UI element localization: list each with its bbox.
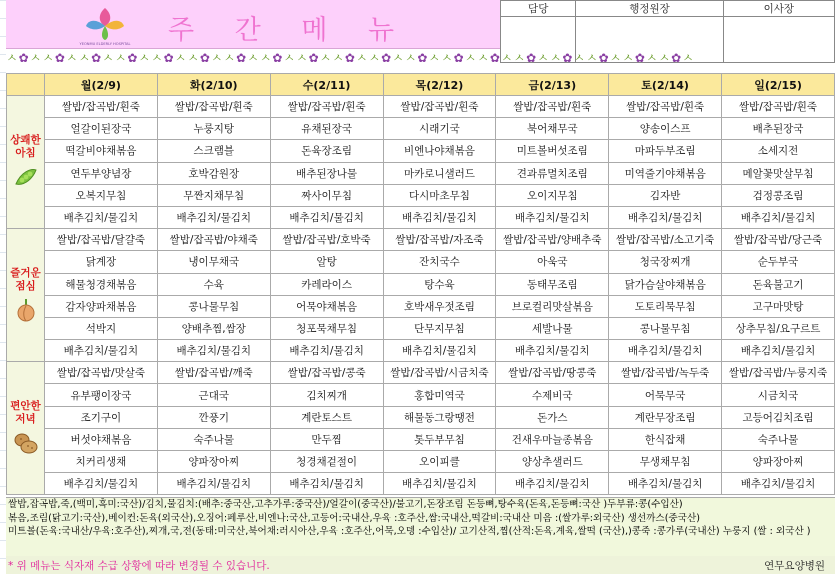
meal-label: 즐거운 점심 [10,267,41,293]
day-header: 수(2/11) [270,74,383,96]
menu-cell[interactable]: 톳두부무침 [383,428,496,450]
menu-row [7,317,835,339]
day-header: 화(2/10) [157,74,270,96]
menu-cell[interactable]: 쌀밥/잡곡밥/콩죽 [270,362,383,384]
menu-cell[interactable]: 깐풍기 [157,406,270,428]
menu-row [7,406,835,428]
menu-cell[interactable]: 쌀밥/잡곡밥/흰죽 [722,96,835,118]
day-header: 금(2/13) [496,74,609,96]
menu-cell[interactable]: 쌀밥/잡곡밥/흰죽 [496,96,609,118]
menu-cell[interactable]: 배추김치/물김치 [270,340,383,362]
menu-cell[interactable]: 양배추찜,쌈장 [157,317,270,339]
meal-label: 상쾌한 아침 [10,134,41,160]
menu-cell[interactable]: 배추김치/물김치 [609,473,722,495]
menu-cell[interactable]: 콩나물무침 [157,295,270,317]
menu-cell[interactable]: 북어채무국 [496,118,609,140]
menu-cell[interactable]: 쌀밥/잡곡밥/자조죽 [383,229,496,251]
menu-cell[interactable]: 쌀밥/잡곡밥/흰죽 [609,96,722,118]
menu-cell[interactable]: 건새우마늘종볶음 [496,428,609,450]
menu-cell[interactable]: 배추김치/물김치 [383,473,496,495]
menu-cell[interactable]: 쌀밥/잡곡밥/흰죽 [270,96,383,118]
menu-cell[interactable]: 청포묵채무침 [270,317,383,339]
menu-cell[interactable]: 수육 [157,273,270,295]
day-header: 토(2/14) [609,74,722,96]
menu-cell[interactable]: 무짠지채무침 [157,184,270,206]
page-title: 주 간 메 뉴 [168,15,411,46]
menu-cell[interactable]: 누룽지탕 [157,118,270,140]
meal-label: 편안한 저녁 [10,400,41,426]
menu-cell[interactable]: 돈육장조림 [270,140,383,162]
menu-row [7,273,835,295]
change-notice: * 위 메뉴는 식자재 수급 상황에 따라 변경될 수 있습니다. [8,560,270,572]
menu-cell[interactable]: 호박새우젓조림 [383,295,496,317]
menu-cell[interactable]: 견과류멸치조림 [496,162,609,184]
meal-label-cell [7,96,45,229]
menu-cell[interactable]: 다시마초무침 [383,184,496,206]
menu-cell[interactable]: 떡갈비야채볶음 [45,140,158,162]
menu-cell[interactable]: 배추김치/물김치 [383,340,496,362]
menu-cell[interactable]: 쌀밥/잡곡밥/양배추죽 [496,229,609,251]
menu-cell[interactable]: 돈육불고기 [722,273,835,295]
logo-text: YEONMU ELDERLY HOSPITAL [79,42,131,46]
menu-row [7,451,835,473]
menu-row [7,140,835,162]
menu-cell[interactable]: 배추된장국 [722,118,835,140]
menu-cell[interactable]: 냉이무채국 [157,251,270,273]
menu-cell[interactable]: 미트볼버섯조림 [496,140,609,162]
menu-cell[interactable]: 메알꽃맛살무침 [722,162,835,184]
menu-cell[interactable]: 계란토스트 [270,406,383,428]
menu-cell[interactable]: 검정콩조림 [722,184,835,206]
menu-row [7,118,835,140]
menu-cell[interactable]: 마카로니샐러드 [383,162,496,184]
menu-cell[interactable]: 배추김치/물김치 [609,206,722,228]
menu-cell[interactable]: 얼갈이된장국 [45,118,158,140]
menu-cell[interactable]: 배추김치/물김치 [722,473,835,495]
menu-cell[interactable]: 연두부양념장 [45,162,158,184]
menu-cell[interactable]: 배추김치/물김치 [722,340,835,362]
menu-cell[interactable]: 버섯야채볶음 [45,428,158,450]
origin-note-line: 쌀밥,잡곡밥,죽,(백미,흑미:국산)/김치,물김치:(배추:중국산,고추가루:중국산)/얼갈이(중국산)/불고기,돈장조림 돈등뼈,탕수육(돈육,돈등뼈:국산 )두부류:콩(수입산) [8,499,683,510]
menu-cell[interactable]: 쌀밥/잡곡밥/달걀죽 [45,229,158,251]
menu-cell[interactable]: 쌀밥/잡곡밥/흰죽 [157,96,270,118]
menu-cell[interactable]: 고등어김치조림 [722,406,835,428]
menu-cell[interactable]: 배추김치/물김치 [496,206,609,228]
menu-cell[interactable]: 수제비국 [496,384,609,406]
menu-row [7,428,835,450]
menu-cell[interactable]: 쌀밥/잡곡밥/소고기죽 [609,229,722,251]
potato-icon [7,430,44,456]
menu-cell[interactable]: 쌀밥/잡곡밥/흰죽 [45,96,158,118]
menu-cell[interactable]: 도토리묵무침 [609,295,722,317]
approval-label-staff: 담당 [501,1,576,17]
decorative-vine-border [6,48,695,66]
menu-cell[interactable]: 브로컬리맛살볶음 [496,295,609,317]
menu-cell[interactable]: 해물동그랑땡전 [383,406,496,428]
menu-row [7,229,835,251]
menu-cell[interactable]: 비엔나야채볶음 [383,140,496,162]
menu-row [7,251,835,273]
menu-cell[interactable]: 쌀밥/잡곡밥/야채죽 [157,229,270,251]
menu-cell[interactable]: 양송이스프 [609,118,722,140]
footer-bar [6,556,835,574]
menu-cell[interactable]: 닭가슴살야채볶음 [609,273,722,295]
menu-cell[interactable]: 유부팽이장국 [45,384,158,406]
menu-cell[interactable]: 상추무침/요구르트 [722,317,835,339]
menu-cell[interactable]: 쌀밥/잡곡밥/시금치죽 [383,362,496,384]
menu-cell[interactable]: 쌀밥/잡곡밥/맛살죽 [45,362,158,384]
menu-cell[interactable]: 숙주나물 [157,428,270,450]
menu-cell[interactable]: 배추김치/물김치 [722,206,835,228]
menu-cell[interactable]: 콩나물무침 [609,317,722,339]
approval-sign-chairman[interactable] [723,17,834,63]
menu-cell[interactable]: 아욱국 [496,251,609,273]
menu-cell[interactable]: 감자양파채볶음 [45,295,158,317]
approval-label-director: 행정원장 [576,1,723,17]
menu-cell[interactable]: 배추김치/물김치 [496,340,609,362]
menu-cell[interactable]: 만두찜 [270,428,383,450]
menu-cell[interactable]: 순두부국 [722,251,835,273]
menu-cell[interactable]: 미역줄기야채볶음 [609,162,722,184]
menu-cell[interactable]: 양파장아찌 [722,451,835,473]
menu-cell[interactable]: 시래기국 [383,118,496,140]
menu-cell[interactable]: 근대국 [157,384,270,406]
menu-header [6,0,500,49]
menu-row [7,362,835,384]
menu-cell[interactable]: 배추김치/물김치 [45,206,158,228]
menu-cell[interactable]: 치커리생채 [45,451,158,473]
menu-cell[interactable]: 소세지전 [722,140,835,162]
menu-cell[interactable]: 동태무조림 [496,273,609,295]
menu-row [7,384,835,406]
menu-cell[interactable]: 숙주나물 [722,428,835,450]
menu-cell[interactable]: 유채된장국 [270,118,383,140]
hospital-name: 연무요양병원 [764,560,825,572]
menu-cell[interactable]: 쌀밥/잡곡밥/녹두죽 [609,362,722,384]
menu-row [7,340,835,362]
menu-cell[interactable]: 잔치국수 [383,251,496,273]
menu-row [7,96,835,118]
menu-cell[interactable]: 배추김치/물김치 [157,473,270,495]
vine-pattern-icon: ㅅ✿ㅅㅅ✿ㅅㅅ✿ㅅㅅ✿ㅅㅅ✿ㅅㅅ✿ㅅㅅ✿ㅅㅅ✿ㅅㅅ✿ㅅㅅ✿ㅅㅅ✿ㅅㅅ✿ㅅㅅ✿ㅅㅅ✿ㅅㅅ✿ㅅㅅ✿ㅅㅅ✿ㅅㅅ✿ㅅㅅ✿ㅅ [6,51,695,65]
menu-cell[interactable]: 홍합미역국 [383,384,496,406]
menu-row [7,206,835,228]
menu-cell[interactable]: 쌀밥/잡곡밥/누룽지죽 [722,362,835,384]
peas-icon [7,164,44,190]
menu-cell[interactable]: 양파장아찌 [157,451,270,473]
day-header-row [7,74,835,96]
menu-cell[interactable]: 김치찌개 [270,384,383,406]
menu-cell[interactable]: 탕수육 [383,273,496,295]
menu-cell[interactable]: 어묵무국 [609,384,722,406]
day-header: 일(2/15) [722,74,835,96]
menu-cell[interactable]: 알탕 [270,251,383,273]
menu-cell[interactable]: 양상추샐러드 [496,451,609,473]
menu-cell[interactable]: 청경채겉절이 [270,451,383,473]
menu-cell[interactable]: 배추김치/물김치 [45,473,158,495]
menu-cell[interactable]: 쌀밥/잡곡밥/당근죽 [722,229,835,251]
menu-cell[interactable]: 배추김치/물김치 [383,206,496,228]
menu-cell[interactable]: 배추김치/물김치 [45,340,158,362]
hospital-logo-icon [74,4,136,46]
menu-cell[interactable]: 석박지 [45,317,158,339]
menu-cell[interactable]: 조기구이 [45,406,158,428]
menu-cell[interactable]: 배추김치/물김치 [496,473,609,495]
menu-cell[interactable]: 어묵야채볶음 [270,295,383,317]
menu-cell[interactable]: 세발나물 [496,317,609,339]
menu-cell[interactable]: 시금치국 [722,384,835,406]
menu-cell[interactable]: 오이피클 [383,451,496,473]
menu-cell[interactable]: 쌀밥/잡곡밥/흰죽 [383,96,496,118]
menu-cell[interactable]: 돈가스 [496,406,609,428]
menu-cell[interactable]: 호박감원장 [157,162,270,184]
menu-row [7,295,835,317]
menu-cell[interactable]: 배추된장나물 [270,162,383,184]
menu-cell[interactable]: 계란무장조림 [609,406,722,428]
menu-cell[interactable]: 짜사이무침 [270,184,383,206]
menu-cell[interactable]: 닭계장 [45,251,158,273]
menu-cell[interactable]: 무생채무침 [609,451,722,473]
origin-note-line: 볶음,조림(닭고기:국산),베이컨:돈육(외국산),오징어:페루산,비엔나:국산,고등어:국내산,우육 :호주산,쌈:국내산,떡갈비:국내산 미음 :(쌀가루:외국산) 생선까스(중국산) [8,512,700,524]
origin-notes [6,497,835,557]
table-corner [7,74,45,96]
meal-label-cell [7,229,45,362]
menu-cell[interactable]: 배추김치/물김치 [609,340,722,362]
menu-cell[interactable]: 고구마맛탕 [722,295,835,317]
menu-cell[interactable]: 해물청경채볶음 [45,273,158,295]
menu-cell[interactable]: 오복지무침 [45,184,158,206]
menu-cell[interactable]: 오이지무침 [496,184,609,206]
menu-cell[interactable]: 배추김치/물김치 [157,340,270,362]
day-header: 목(2/12) [383,74,496,96]
menu-cell[interactable]: 한식잡채 [609,428,722,450]
menu-cell[interactable]: 마파두부조림 [609,140,722,162]
menu-cell[interactable]: 스크램블 [157,140,270,162]
approval-label-chairman: 이사장 [723,1,834,17]
menu-cell[interactable]: 쌀밥/잡곡밥/땅콩죽 [496,362,609,384]
onion-icon [7,297,44,323]
menu-cell[interactable]: 배추김치/물김치 [270,473,383,495]
menu-cell[interactable]: 쌀밥/잡곡밥/호박죽 [270,229,383,251]
menu-cell[interactable]: 카레라이스 [270,273,383,295]
menu-cell[interactable]: 쌀밥/잡곡밥/깨죽 [157,362,270,384]
menu-cell[interactable]: 김자반 [609,184,722,206]
origin-note-line: 미트볼(돈육:국내산/우육:호주산),찌개,국,전(동태:미국산,북어채:러시아산,우육 :호주산,어묵,오뎅 :수입산)/ 고기산적,찜(산적:돈육,계육,쌀떡 (국산),)콩죽 :콩가루(국내산) 누룽지 (쌀 : 외국산 ) [8,526,811,538]
menu-row [7,162,835,184]
menu-row [7,184,835,206]
menu-cell[interactable]: 배추김치/물김치 [270,206,383,228]
menu-row [7,473,835,495]
menu-cell[interactable]: 단무지무침 [383,317,496,339]
menu-cell[interactable]: 배추김치/물김치 [157,206,270,228]
day-header: 월(2/9) [45,74,158,96]
menu-cell[interactable]: 청국장찌개 [609,251,722,273]
meal-label-cell [7,362,45,495]
weekly-menu-table [6,73,835,495]
